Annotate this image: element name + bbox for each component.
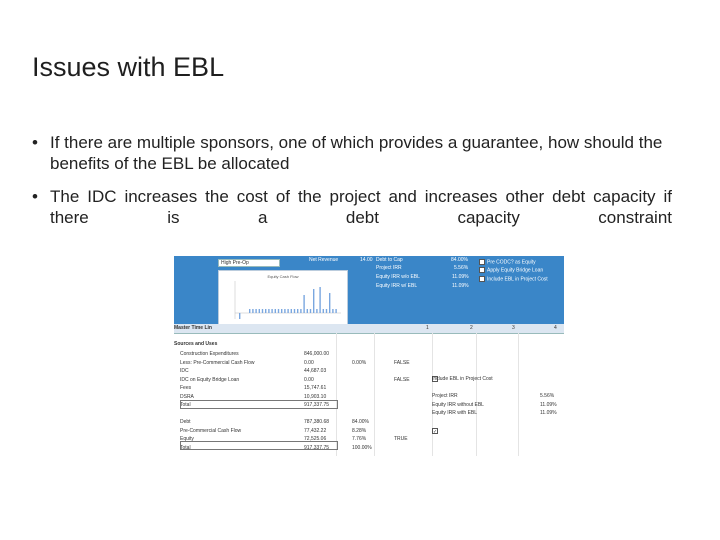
project-irr-pct: 5.56% bbox=[454, 265, 469, 271]
row-label: DSRA bbox=[180, 393, 194, 400]
chart-bar bbox=[335, 309, 336, 313]
table-row bbox=[174, 359, 564, 367]
control-panel bbox=[174, 256, 564, 324]
row-pct: 84.00% bbox=[352, 419, 369, 425]
chart-bar bbox=[239, 313, 240, 319]
total-box bbox=[180, 441, 338, 450]
period-header: 1 bbox=[426, 325, 429, 331]
chart-bar bbox=[259, 309, 260, 313]
irr-label: Equity IRR with EBL bbox=[432, 410, 478, 416]
bullet-dot: • bbox=[32, 133, 38, 152]
equity-irr-w-pct: 11.09% bbox=[452, 283, 469, 289]
scenario-dropdown[interactable]: High Pre-Op bbox=[218, 259, 280, 267]
irr-label: Project IRR bbox=[432, 393, 458, 399]
chart-bar bbox=[323, 309, 324, 313]
chart-bar bbox=[316, 309, 317, 313]
row-label: Total bbox=[180, 402, 191, 408]
row-value: 917,337.75 bbox=[304, 402, 330, 408]
row-label: Debt bbox=[180, 419, 191, 425]
period-header: 2 bbox=[470, 325, 473, 331]
bullet-item bbox=[32, 186, 672, 228]
row-value: 77,432.22 bbox=[304, 427, 327, 434]
debt-to-cap-value: 14.00 bbox=[360, 257, 373, 263]
chart-bar bbox=[268, 309, 269, 313]
project-irr-label: Project IRR bbox=[376, 265, 402, 271]
equity-cash-flow-chart bbox=[218, 270, 348, 326]
debt-to-cap-pct: 84.00% bbox=[451, 257, 468, 263]
chart-bar bbox=[284, 309, 285, 313]
row-label: Pre-Commercial Cash Flow bbox=[180, 427, 242, 434]
row-value: 0.00 bbox=[304, 376, 314, 383]
chart-bar bbox=[291, 309, 292, 313]
row-pct: 8.28% bbox=[352, 427, 367, 434]
chart-bars bbox=[239, 287, 337, 319]
option-checkbox[interactable]: Pre CODC? as Equity bbox=[479, 259, 536, 265]
equity-irr-wo-label: Equity IRR w/o EBL bbox=[376, 274, 420, 280]
equity-irr-wo-pct: 11.09% bbox=[452, 274, 469, 280]
irr-row bbox=[174, 409, 564, 417]
chart-bar bbox=[294, 309, 295, 313]
checkbox-icon[interactable] bbox=[479, 259, 485, 265]
chart-bar bbox=[281, 309, 282, 313]
row-value: 846,000.00 bbox=[304, 351, 330, 357]
include-ebl-option[interactable]: Include EBL in Project Cost bbox=[432, 376, 493, 382]
row-value: 787,380.68 bbox=[304, 419, 330, 425]
chart-bar bbox=[265, 309, 266, 313]
chart-bar bbox=[319, 287, 320, 313]
period-header: 3 bbox=[512, 325, 515, 331]
row-flag: FALSE bbox=[394, 359, 410, 366]
chart-bar bbox=[329, 293, 330, 313]
bullet-text: If there are multiple sponsors, one of which provides a guarantee, how should the benefits of the EBL be allocated bbox=[50, 133, 663, 173]
checkbox-icon[interactable] bbox=[479, 276, 485, 282]
row-pct: 100.00% bbox=[352, 444, 372, 451]
chart-bar bbox=[310, 309, 311, 313]
chart-title: Equity Cash Flow bbox=[267, 274, 299, 279]
chart-bar bbox=[271, 309, 272, 313]
chart-bar bbox=[249, 309, 250, 313]
row-label: Total bbox=[180, 444, 191, 451]
chart-bar bbox=[326, 309, 327, 313]
checkbox-icon[interactable]: ✓ bbox=[433, 429, 438, 435]
row-value: 10,903.10 bbox=[304, 393, 327, 400]
row-label: Construction Expenditures bbox=[180, 351, 239, 357]
irr-row bbox=[174, 392, 564, 400]
table-row bbox=[174, 418, 564, 426]
bullet-list bbox=[32, 132, 672, 240]
debt-to-cap-label: Debt to Cap bbox=[376, 257, 403, 263]
chart-bar bbox=[287, 309, 288, 313]
row-value: 44,687.03 bbox=[304, 368, 327, 374]
bullet-item bbox=[32, 132, 672, 174]
irr-label: Equity IRR without EBL bbox=[432, 401, 484, 408]
bullet-text: The IDC increases the cost of the project and increases other debt capacity if there is a debt capacity constraint bbox=[50, 187, 672, 227]
chart-bar bbox=[275, 309, 276, 313]
chart-bar bbox=[297, 309, 298, 313]
chart-bar bbox=[278, 309, 279, 313]
row-label: IDC on Equity Bridge Loan bbox=[180, 376, 240, 383]
period-header: 4 bbox=[554, 325, 557, 331]
irr-value: 11.09% bbox=[540, 401, 557, 408]
checkbox-icon[interactable] bbox=[479, 267, 485, 273]
row-label: Fees bbox=[180, 385, 192, 391]
row-value: 917,337.75 bbox=[304, 444, 330, 451]
chart-bar bbox=[262, 309, 263, 313]
irr-value: 5.56% bbox=[540, 393, 555, 399]
row-label: Less: Pre-Commercial Cash Flow bbox=[180, 359, 255, 366]
row-value: 0.00 bbox=[304, 359, 314, 366]
row-label: Equity bbox=[180, 436, 194, 442]
chart-canvas bbox=[219, 271, 347, 325]
chart-bar bbox=[332, 309, 333, 313]
true-checkbox-row[interactable] bbox=[174, 426, 564, 434]
irr-row bbox=[174, 401, 564, 409]
chart-bar bbox=[252, 309, 253, 313]
chart-bar bbox=[303, 295, 304, 313]
chart-bar bbox=[255, 309, 256, 313]
option-checkbox[interactable]: Include EBL in Project Cost bbox=[479, 276, 548, 282]
sources-uses-header: Sources and Uses bbox=[174, 341, 218, 347]
chart-bar bbox=[300, 309, 301, 313]
row-pct: 7.76% bbox=[352, 436, 367, 442]
spreadsheet-screenshot bbox=[174, 256, 564, 456]
table-row bbox=[174, 384, 564, 392]
chart-bar bbox=[313, 289, 314, 313]
row-pct: 0.00% bbox=[352, 359, 367, 366]
option-checkbox[interactable]: Apply Equity Bridge Loan bbox=[479, 267, 543, 273]
chart-bar bbox=[307, 309, 308, 313]
bullet-dot: • bbox=[32, 187, 38, 206]
row-value: 72,525.06 bbox=[304, 436, 327, 442]
net-revenue-label: Net Revenue bbox=[309, 257, 339, 263]
master-timeline-label: Master Time Lin bbox=[174, 325, 212, 331]
row-flag: TRUE bbox=[394, 436, 408, 442]
equity-irr-w-label: Equity IRR w/ EBL bbox=[376, 283, 418, 289]
irr-value: 11.09% bbox=[540, 410, 557, 416]
row-value: 15,747.61 bbox=[304, 385, 327, 391]
master-timeline-row bbox=[174, 324, 564, 334]
slide-title: Issues with EBL bbox=[32, 52, 225, 82]
table-row bbox=[174, 350, 564, 358]
row-label: IDC bbox=[180, 368, 189, 374]
row-flag: FALSE bbox=[394, 376, 410, 383]
